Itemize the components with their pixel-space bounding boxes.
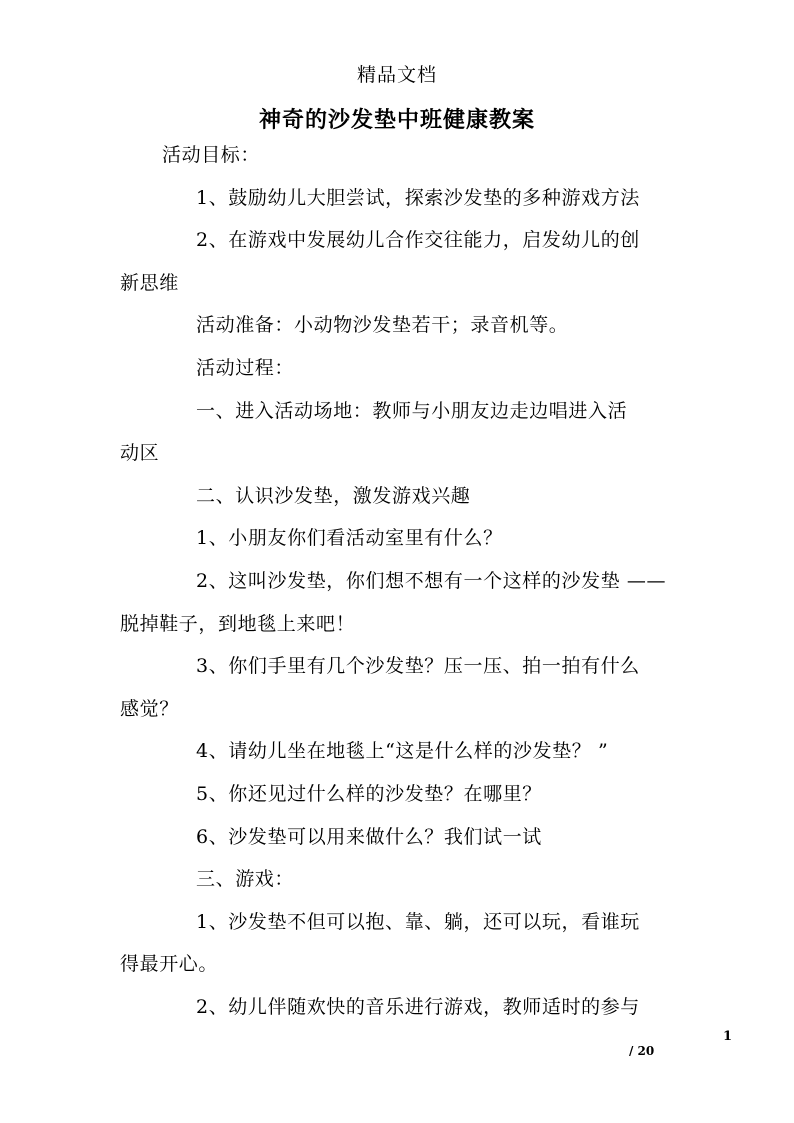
paragraph-line: 活动过程： xyxy=(196,356,295,379)
paragraph-line: 5、你还见过什么样的沙发垫？在哪里？ xyxy=(196,782,542,805)
paragraph-line: 2、这叫沙发垫，你们想不想有一个这样的沙发垫 —— xyxy=(196,569,667,592)
paragraph-line: 一、进入活动场地：教师与小朋友边走边唱进入活 xyxy=(196,399,628,422)
paragraph-line: 新思维 xyxy=(120,271,179,294)
page-total: / 20 xyxy=(629,1044,655,1058)
paragraph-line: 2、幼儿伴随欢快的音乐进行游戏，教师适时的参与 xyxy=(196,995,640,1018)
paragraph-line: 1、鼓励幼儿大胆尝试，探索沙发垫的多种游戏方法 xyxy=(196,186,640,209)
paragraph-line: 感觉？ xyxy=(120,697,179,720)
paragraph-line: 4、请幼儿坐在地毯上“这是什么样的沙发垫？ ” xyxy=(196,740,609,763)
paragraph-line: 2、在游戏中发展幼儿合作交往能力，启发幼儿的创 xyxy=(196,229,640,252)
paragraph-line: 得最开心。 xyxy=(120,953,219,976)
page-header: 精品文档 xyxy=(356,64,437,86)
paragraph-line: 脱掉鞋子，到地毯上来吧！ xyxy=(120,612,356,635)
page-number: 1 xyxy=(723,1029,733,1044)
paragraph-line: 活动准备：小动物沙发垫若干；录音机等。 xyxy=(196,314,569,337)
paragraph-line: 1、沙发垫不但可以抱、靠、躺，还可以玩，看谁玩 xyxy=(196,910,640,933)
paragraph-line: 3、你们手里有几个沙发垫？压一压、拍一拍有什么 xyxy=(196,655,640,678)
paragraph-line: 活动目标： xyxy=(162,144,261,166)
document-title: 神奇的沙发垫中班健康教案 xyxy=(258,107,535,133)
paragraph-line: 1、小朋友你们看活动室里有什么？ xyxy=(196,527,503,550)
document-body xyxy=(120,144,700,1038)
paragraph-line: 二、认识沙发垫，激发游戏兴趣 xyxy=(196,484,471,507)
paragraph-line: 三、游戏： xyxy=(196,868,295,891)
paragraph-line: 动区 xyxy=(120,442,160,465)
paragraph-line: 6、沙发垫可以用来做什么？我们试一试 xyxy=(196,825,542,848)
